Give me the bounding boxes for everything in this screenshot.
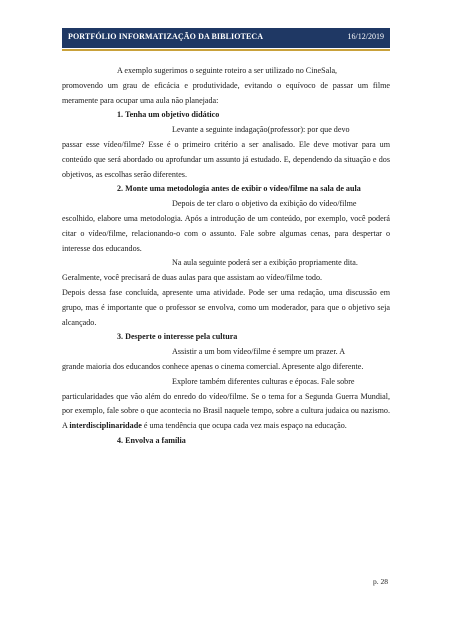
section-2-paragraph-2: Geralmente, você precisará de duas aulas para que assistam ao vídeo/filme todo. — [62, 273, 323, 283]
section-4-heading: 4. Envolva a família — [117, 435, 186, 445]
section-2-second-line: Na aula seguinte poderá ser a exibição propriamente dita. — [172, 258, 358, 268]
header-divider — [62, 49, 390, 51]
section-3-heading: 3. Desperte o interesse pela cultura — [117, 332, 238, 342]
intro-first-line: A exemplo sugerimos o seguinte roteiro a ser utilizado no CineSala, — [117, 66, 338, 75]
document-body — [62, 64, 390, 449]
header-title: PORTFÓLIO INFORMATIZAÇÃO DA BIBLIOTECA — [68, 32, 264, 41]
section-1-first-line: Levante a seguinte indagação(professor): por que devo — [172, 125, 350, 135]
section-2-heading: 2. Monte uma metodologia antes de exibir o vídeo/filme na sala de aula — [117, 184, 361, 194]
section-2-first-line: Depois de ter claro o objetivo da exibição do vídeo/filme — [172, 199, 357, 209]
header-date: 16/12/2019 — [347, 32, 384, 41]
section-1-heading: 1. Tenha um objetivo didático — [117, 110, 220, 120]
intro-paragraph: promovendo um grau de eficácia e produtividade, evitando o equívoco de passar um filme meramente para ocupar uma aula não planejada: — [62, 80, 390, 105]
section-3-first-line: Assistir a um bom vídeo/filme é sempre um prazer. A — [172, 347, 346, 357]
page-header — [62, 28, 390, 48]
section-3-text-before: particularidades que vão além do enredo do vídeo/filme. Se o tema for a Segunda Guerra Mundial, por exemplo, fale sobre o que acontecia no Brasil naquele tempo, sobre a cultura judaica ou nazismo. A — [62, 391, 390, 431]
page-number: p. 28 — [373, 577, 388, 586]
interdisciplinaridade-term: interdisciplinaridade — [69, 421, 142, 431]
section-2-paragraph-1: escolhido, elabore uma metodologia. Após a introdução de um conteúdo, por exemplo, você poderá citar o vídeo/filme, relacionando-o com o assunto. Fale sobre algumas cenas, para despertar o interesse dos educandos. — [62, 213, 390, 253]
section-3-paragraph-1: grande maioria dos educandos conhece apenas o cinema comercial. Apresente algo diferente. — [62, 361, 364, 371]
section-3-paragraph-2 — [62, 390, 390, 434]
section-2-paragraph-3: Depois dessa fase concluída, apresente uma atividade. Pode ser uma redação, uma discussão em grupo, mas é importante que o professor se envolva, como um moderador, para que o objetivo seja alcançado. — [62, 287, 390, 327]
section-1-paragraph: passar esse vídeo/filme? Esse é o primeiro critério a ser analisado. Ele deve motivar para um conteúdo que será abordado ou aprofundar um assunto já estudado. E, dependendo da situação e dos objetivos, as escolhas serão diferentes. — [62, 139, 390, 179]
section-3-second-line: Explore também diferentes culturas e épocas. Fale sobre — [172, 376, 355, 386]
section-3-text-after: é uma tendência que ocupa cada vez mais espaço na educação. — [141, 421, 347, 431]
